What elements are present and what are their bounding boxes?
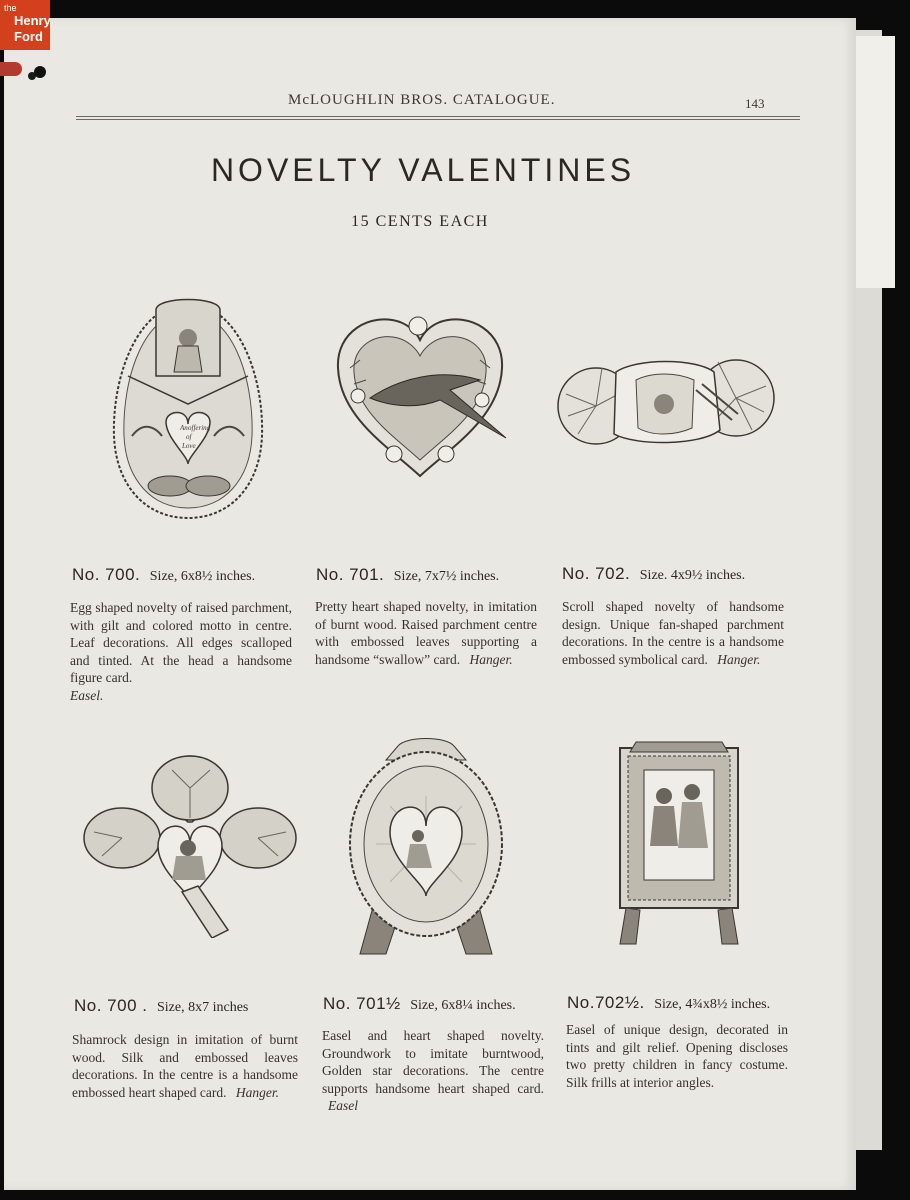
item-number: No. 702. [562, 564, 631, 583]
illustration-egg-novelty [108, 296, 268, 522]
description-701-half [322, 1027, 544, 1115]
description-text: Pretty heart shaped novelty, in imitation of burnt wood. Raised parchment centre with embossed leaves supporting a handsome “swallow” card. [315, 599, 537, 667]
item-size: Size, 7x7½ inches. [393, 569, 500, 584]
caption-700 [72, 565, 255, 585]
description-702-half [566, 1021, 788, 1091]
motto-text-4: Love [182, 442, 196, 450]
description-700 [70, 599, 292, 704]
item-size: Size, 6x8½ inches. [149, 569, 256, 584]
item-number: No. 701½ [323, 994, 401, 1013]
description-702 [562, 598, 784, 668]
binding-hole-small [28, 72, 36, 80]
illustration-heart-swallow [330, 308, 510, 484]
illustration-shamrock [82, 752, 300, 938]
page-title: NOVELTY VALENTINES [210, 152, 636, 188]
logo-henry: Henry [14, 13, 51, 28]
illustration-easel-frame [616, 738, 742, 946]
item-tag: Hanger. [235, 1084, 279, 1100]
description-701 [315, 598, 537, 668]
henry-ford-logo [0, 0, 50, 50]
logo-the: the [4, 3, 17, 13]
item-size: Size, 8x7 inches [157, 1000, 249, 1015]
motto-text-2: offering [188, 424, 211, 432]
item-tag: Easel. [70, 687, 104, 703]
caption-700-half [74, 996, 248, 1016]
caption-702-half [567, 993, 770, 1013]
item-number: No. 700. [72, 565, 141, 584]
description-text: Egg shaped novelty of raised parchment, with gilt and colored motto in centre. Leaf decorations. All edges scalloped and tinted. At the head a handsome figure card. [70, 600, 292, 685]
item-number: No. 701. [316, 565, 385, 584]
item-tag: Hanger. [717, 651, 761, 667]
illustration-easel-heart [346, 736, 506, 956]
item-size: Size. 4x9½ inches. [639, 568, 746, 583]
header-rule-double [76, 119, 800, 120]
logo-ford: Ford [14, 29, 43, 44]
description-text: Easel of unique design, decorated in tints and gilt relief. Opening discloses two pretty children in fancy costume. Silk frills at interior angles. [566, 1022, 788, 1090]
item-size: Size, 6x8¼ inches. [410, 998, 516, 1013]
motto-text-1: An [180, 424, 188, 432]
caption-701-half [323, 994, 516, 1014]
item-tag: Hanger. [469, 651, 513, 667]
motto-text-3: of [186, 433, 192, 441]
page-number: 143 [745, 96, 765, 111]
price-line: 15 CENTS EACH [351, 213, 489, 230]
running-head: McLOUGHLIN BROS. CATALOGUE. [288, 92, 556, 108]
item-number: No. 700 . [74, 996, 148, 1015]
description-text: Scroll shaped novelty of handsome design. Unique fan-shaped parchment decorations. In the centre is a handsome embossed symbolical card. [562, 599, 784, 667]
illustration-scroll-novelty [556, 350, 776, 456]
description-text: Easel and heart shaped novelty. Groundwork to imitate burntwood, Golden star decorations. The centre supports handsome heart shaped card. [322, 1028, 544, 1096]
binding-string [0, 62, 22, 76]
description-text: Shamrock design in imitation of burnt wood. Silk and embossed leaves decorations. In the centre is a handsome embossed heart shaped card. [72, 1032, 298, 1100]
item-tag: Easel [328, 1098, 358, 1113]
description-700-half [72, 1031, 298, 1101]
header-rule [76, 116, 800, 117]
caption-702 [562, 564, 745, 584]
caption-701 [316, 565, 499, 585]
item-size: Size, 4¾x8½ inches. [654, 997, 771, 1012]
item-number: No.702½. [567, 993, 645, 1012]
